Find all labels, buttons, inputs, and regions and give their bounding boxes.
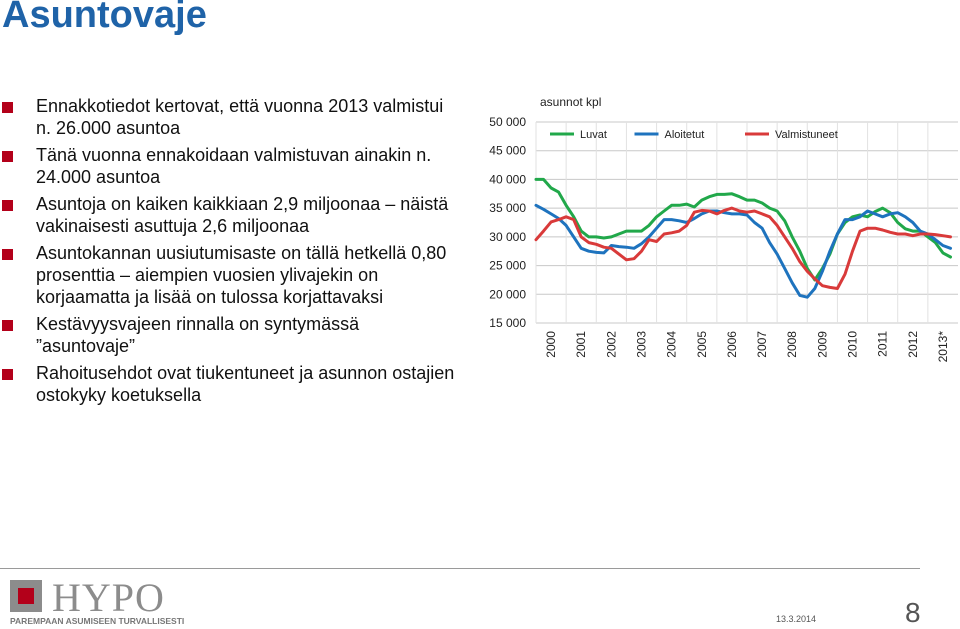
bullet-square-icon <box>2 249 13 260</box>
bullet-item <box>0 242 460 308</box>
y-tick-label: 20 000 <box>489 287 526 302</box>
logo-slogan: PAREMPAAN ASUMISEEN TURVALLISESTI <box>10 616 185 626</box>
x-tick-label: 2011 <box>875 331 890 357</box>
x-tick-label: 2002 <box>604 331 619 358</box>
footer-divider <box>0 568 920 569</box>
housing-line-chart <box>478 88 960 388</box>
x-tick-label: 2013* <box>935 331 950 363</box>
bullet-square-icon <box>2 200 13 211</box>
bullet-square-icon <box>2 151 13 162</box>
x-tick-label: 2008 <box>785 331 800 358</box>
bullet-text: Asuntokannan uusiutumisaste on tällä hetkellä 0,80 prosenttia – aiempien vuosien ylivajekin on korjaamatta ja lisää on tulossa korjattavaksi <box>36 243 447 307</box>
legend-label: Valmistuneet <box>775 129 838 141</box>
bullet-text: Tänä vuonna ennakoidaan valmistuvan ainakin n. 24.000 asuntoa <box>36 145 432 187</box>
bullet-text: Ennakkotiedot kertovat, että vuonna 2013 valmistui n. 26.000 asuntoa <box>36 96 444 138</box>
x-tick-label: 2004 <box>664 331 679 358</box>
x-tick-label: 2005 <box>694 331 709 358</box>
y-tick-label: 40 000 <box>489 172 526 187</box>
bullet-item <box>0 313 460 357</box>
hypo-logo <box>10 575 190 627</box>
x-tick-label: 2012 <box>905 331 920 358</box>
bullet-item <box>0 144 460 188</box>
y-tick-label: 35 000 <box>489 201 526 216</box>
bullet-square-icon <box>2 102 13 113</box>
bullet-text: Asuntoja on kaiken kaikkiaan 2,9 miljoonaa – näistä vakinaisesti asuttuja 2,6 miljoonaa <box>36 194 449 236</box>
x-tick-label: 2001 <box>574 331 589 358</box>
y-tick-label: 30 000 <box>489 229 526 244</box>
legend-label: Aloitetut <box>664 129 705 141</box>
x-tick-label: 2007 <box>755 331 770 358</box>
x-tick-label: 2006 <box>724 331 739 358</box>
bullet-item <box>0 362 460 406</box>
x-tick-label: 2003 <box>634 331 649 358</box>
y-axis-label: asunnot kpl <box>540 95 602 109</box>
slide-title: Asuntovaje <box>2 0 207 36</box>
bullet-square-icon <box>2 320 13 331</box>
series-line-luvat <box>536 179 951 280</box>
series-line-valmistuneet <box>536 208 951 288</box>
page-number: 8 <box>905 597 921 628</box>
slide-date: 13.3.2014 <box>776 614 817 624</box>
logo-text: HYPO <box>52 575 165 620</box>
y-tick-label: 25 000 <box>489 258 526 273</box>
y-tick-label: 45 000 <box>489 143 526 158</box>
bullet-item <box>0 95 460 139</box>
x-tick-label: 2010 <box>845 331 860 358</box>
logo-square-icon <box>10 580 42 612</box>
bullet-text: Rahoitusehdot ovat tiukentuneet ja asunnon ostajien ostokyky koetuksella <box>36 363 455 405</box>
y-tick-label: 50 000 <box>489 115 526 129</box>
x-tick-label: 2000 <box>544 331 559 358</box>
bullet-square-icon <box>2 369 13 380</box>
bullet-text: Kestävyysvajeen rinnalla on syntymässä ”asuntovaje” <box>36 314 360 356</box>
x-tick-label: 2009 <box>815 331 830 358</box>
bullet-item <box>0 193 460 237</box>
y-tick-label: 15 000 <box>489 316 526 330</box>
series-line-aloitetut <box>536 205 951 297</box>
legend-label: Luvat <box>580 129 607 141</box>
bullet-list <box>0 95 460 411</box>
